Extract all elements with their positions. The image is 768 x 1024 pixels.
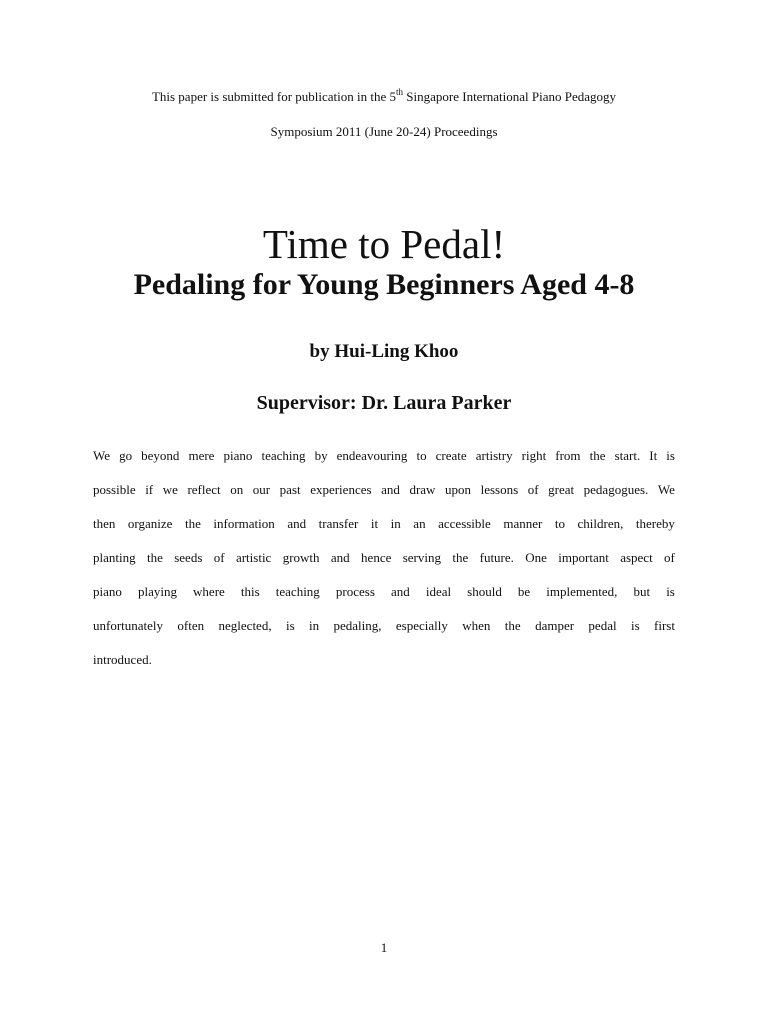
abstract-line: piano playing where this teaching process and ideal should be implemented, but is bbox=[93, 584, 675, 599]
abstract-line: We go beyond mere piano teaching by endeavouring to create artistry right from the start. It is bbox=[93, 448, 675, 463]
abstract-line: introduced. bbox=[93, 652, 152, 667]
page-number: 1 bbox=[380, 940, 388, 955]
supervisor-line: Supervisor: Dr. Laura Parker bbox=[256, 392, 512, 414]
publication-note-line-1 bbox=[0, 86, 768, 105]
ordinal-superscript: th bbox=[396, 86, 404, 97]
publication-note-text-a: This paper is submitted for publication in the 5 bbox=[151, 89, 397, 104]
paper-subtitle: Pedaling for Young Beginners Aged 4-8 bbox=[133, 268, 635, 301]
publication-note-text-b: Singapore International Piano Pedagogy bbox=[403, 89, 617, 104]
abstract-paragraph bbox=[93, 446, 675, 684]
paper-title: Time to Pedal! bbox=[262, 221, 506, 267]
author-line: by Hui-Ling Khoo bbox=[309, 341, 459, 362]
abstract-line: then organize the information and transfer it in an accessible manner to children, thereby bbox=[93, 516, 675, 531]
abstract-line: possible if we reflect on our past experiences and draw upon lessons of great pedagogues. We bbox=[93, 482, 675, 497]
abstract-line: unfortunately often neglected, is in pedaling, especially when the damper pedal is first bbox=[93, 618, 675, 633]
abstract-line: planting the seeds of artistic growth and hence serving the future. One important aspect of bbox=[93, 550, 675, 565]
publication-note-line-2: Symposium 2011 (June 20-24) Proceedings bbox=[270, 124, 498, 139]
